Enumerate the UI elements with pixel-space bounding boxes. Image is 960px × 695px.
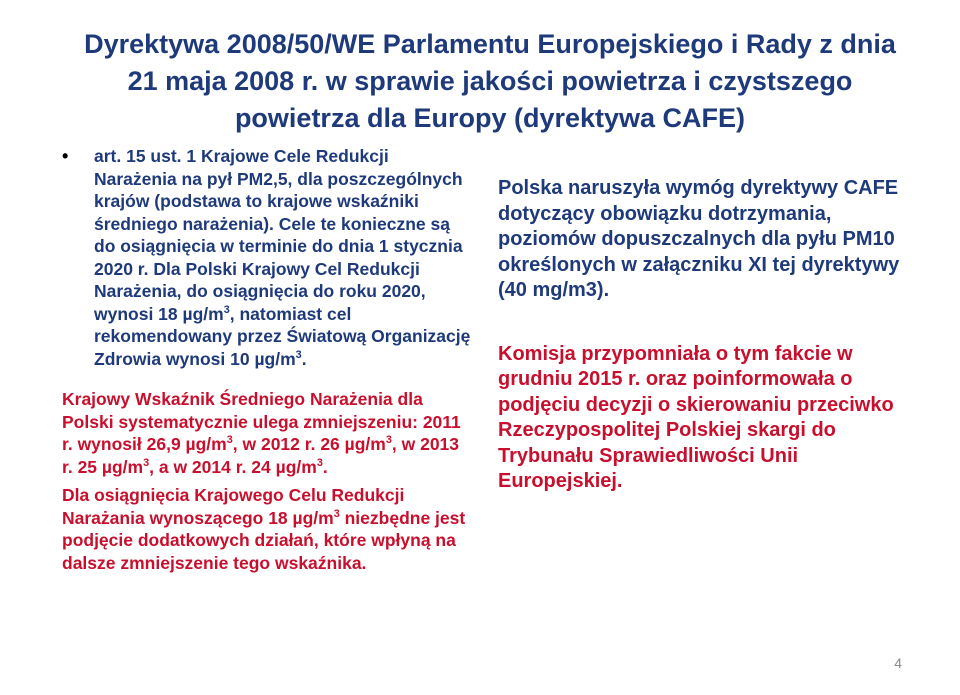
left-column — [62, 145, 472, 574]
title-line-3: powietrza dla Europy (dyrektywa CAFE) — [234, 103, 746, 133]
title-line-2: 21 maja 2008 r. w sprawie jakości powietrza i czystszego — [127, 66, 853, 96]
slide-title — [40, 26, 940, 137]
bullet-item — [62, 145, 472, 370]
target-action-text: Dla osiągnięcia Krajowego Celu Redukcji Narażania wynoszącego 18 $\mu g/m^3$ niezbędne jest podjęcie dodatkowych działań, które wpłyną na dalsze zmniejszenie tego wskaźnika. — [62, 485, 466, 573]
page-number: 4 — [894, 655, 902, 671]
violation-text: Polska naruszyła wymóg dyrektywy CAFE dotyczący obowiązku dotrzymania, poziomów dopuszczalnych dla pyłu PM10 określonych w załączniku XI tej dyrektywy (40 mg/m3). — [498, 177, 900, 301]
bullet-text: art. 15 ust. 1 Krajowe Cele Redukcji Narażenia na pył PM2,5, dla poszczególnych krajów (podstawa to krajowe wskaźniki średniego narażenia). Cele te konieczne są do osiągnięcia w terminie do dnia 1 stycznia 2020 r. Dla Polski Krajowy Cel Redukcji Narażenia, do osiągnięcia do roku 2020, wynosi 18 $\mu g/m^3$, natomiast cel rekomendowany przez Światową Organizację Zdrowia wynosi 10 $\mu g/m^3$. — [94, 146, 471, 369]
title-line-1: Dyrektywa 2008/50/WE Parlamentu Europejskiego i Rady z dnia — [84, 29, 896, 59]
right-column — [498, 176, 928, 495]
exposure-indicator-text: Krajowy Wskaźnik Średniego Narażenia dla Polski systematycznie ulega zmniejszeniu: 2011 r. wynosił 26,9 $\mu g/m^3$, w 2012 r. 26 $\mu g/m^3$, w 2013 r. 25 $\mu g/m^3$, a w 2014 r. 24 $\mu g/m^3$. — [62, 389, 461, 477]
commission-text: Komisja przypomniała o tym fakcie w grudniu 2015 r. oraz poinformowała o podjęciu decyzji o skierowaniu przeciwko Rzeczypospolitej Polskiej skargi do Trybunału Sprawiedliwości Unii Europejskiej. — [498, 342, 894, 492]
bullet-icon: • — [62, 146, 69, 166]
